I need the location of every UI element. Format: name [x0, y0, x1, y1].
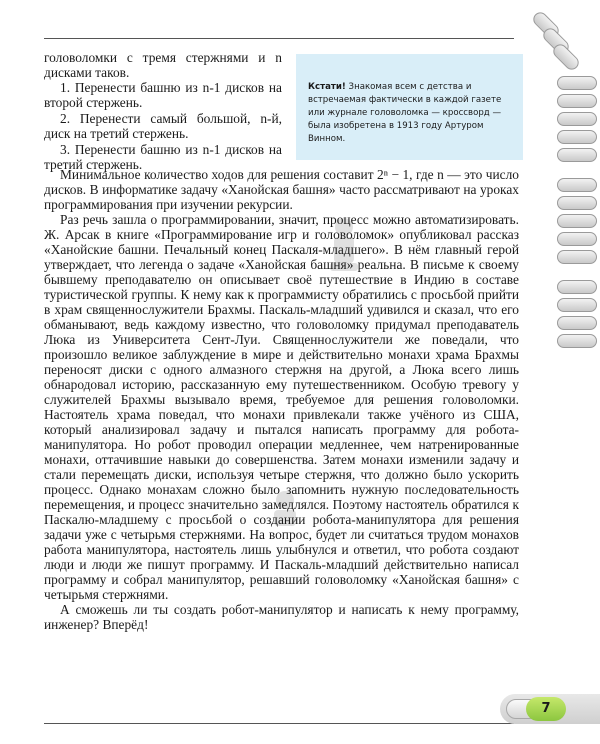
body-paragraph: Минимальное количество ходов для решения составит 2ⁿ − 1, где n — это число дисков. В информатике задачу «Ханойская башня» часто рассматривают на уроках программирования при изучении рекурсии. — [44, 167, 519, 212]
binder-ring — [557, 280, 597, 294]
binder-ring — [557, 94, 597, 108]
binder-ring — [557, 214, 597, 228]
binder-ring — [557, 250, 597, 264]
binder-ring — [557, 148, 597, 162]
aside-text: Знакомая всем с детства и встречаемая фактически в каждой газете или журнале головоломка — кроссворд — была изобретена в 1913 году Артуром Винном. — [308, 82, 502, 144]
binder-ring — [557, 76, 597, 90]
binder-ring — [557, 196, 597, 210]
by-the-way-aside — [296, 54, 523, 160]
body-paragraph: А сможешь ли ты создать робот-манипулятор и написать к нему программу, инженер? Вперёд! — [44, 602, 519, 632]
algorithm-step-3: 3. Перенести башню из n-1 дисков на третий стержень. — [44, 142, 282, 172]
algorithm-step-1: 1. Перенести башню из n-1 дисков на второй стержень. — [44, 80, 282, 110]
binder-ring — [557, 232, 597, 246]
binder-ring — [557, 130, 597, 144]
page-number: 7 — [526, 697, 566, 721]
binder-ring — [557, 178, 597, 192]
binder-ring — [557, 298, 597, 312]
binder-ring — [557, 334, 597, 348]
main-text — [44, 167, 519, 632]
top-rule — [44, 38, 514, 39]
algorithm-intro: головоломки с тремя стержнями и n дисками таков. — [44, 50, 282, 80]
binder-ring — [550, 41, 581, 72]
algorithm-step-2: 2. Перенести самый большой, n-й, диск на третий стержень. — [44, 111, 282, 141]
aside-lead: Кстати! — [308, 82, 346, 92]
binder-rings-decoration — [521, 12, 600, 362]
binder-ring — [557, 112, 597, 126]
bottom-rule — [44, 723, 514, 724]
body-paragraph: Раз речь зашла о программировании, значит, процесс можно автоматизировать. Ж. Арсак в книге «Программирование игр и головоломок» опубликовал рассказ «Ханойские башни. Печальный конец Паскаля-младшего». В нём главный герой утверждает, что легенда о задаче «Ханойская башня» реальна. В письме к своему бывшему преподавателю он описывает своё путешествие в Индию в составе туристической группы. К нему как к программисту обратились с просьбой прийти в храм священнослужители Брахмы. Паскаль-младший удивился и сказал, что его обманывают, ведь каждому известно, что головоломку придумал преподаватель Люка из Университета Сент-Луи. Священнослужители же поведали, что произошло великое заблуждение в мире и действительно монахи храма Брахмы переносят диски с одного алмазного стержня на другой, а Люка всего лишь обнародовал историю, рассказанную ему путешественником. Особую тревогу у служителей Брахмы вызывало время, требуемое для решения головоломки. Настоятель храма поведал, что монахи привлекали также учёного из США, который анализировал задачу и пытался написать программу для робота-манипулятора. Но робот проводил операции медленнее, чем натренированные монахи, оттачившие навыки до совершенства. Затем монахи изменили задачу и стали перемещать диски, используя четыре стержня, что должно было ускорить процесс. Однако монахам сложно было запомнить нужную последовательность перемещения, и процесс значительно замедлялся. Поэтому настоятель обратился к Паскалю-младшему с просьбой о создании робота-манипулятора для решения задачи уже с четырьмя стержнями. На вопрос, будет ли считаться трудом монахов работа манипулятора, настоятель лишь улыбнулся и ответил, что робота создают люди и люди же пишут программу. И Паскаль-младший действительно написал программу и собрал манипулятор, решавший головоломку «Ханойская башня» с четырьмя стержнями. — [44, 212, 519, 602]
algorithm-column — [44, 50, 282, 173]
binder-ring — [557, 316, 597, 330]
